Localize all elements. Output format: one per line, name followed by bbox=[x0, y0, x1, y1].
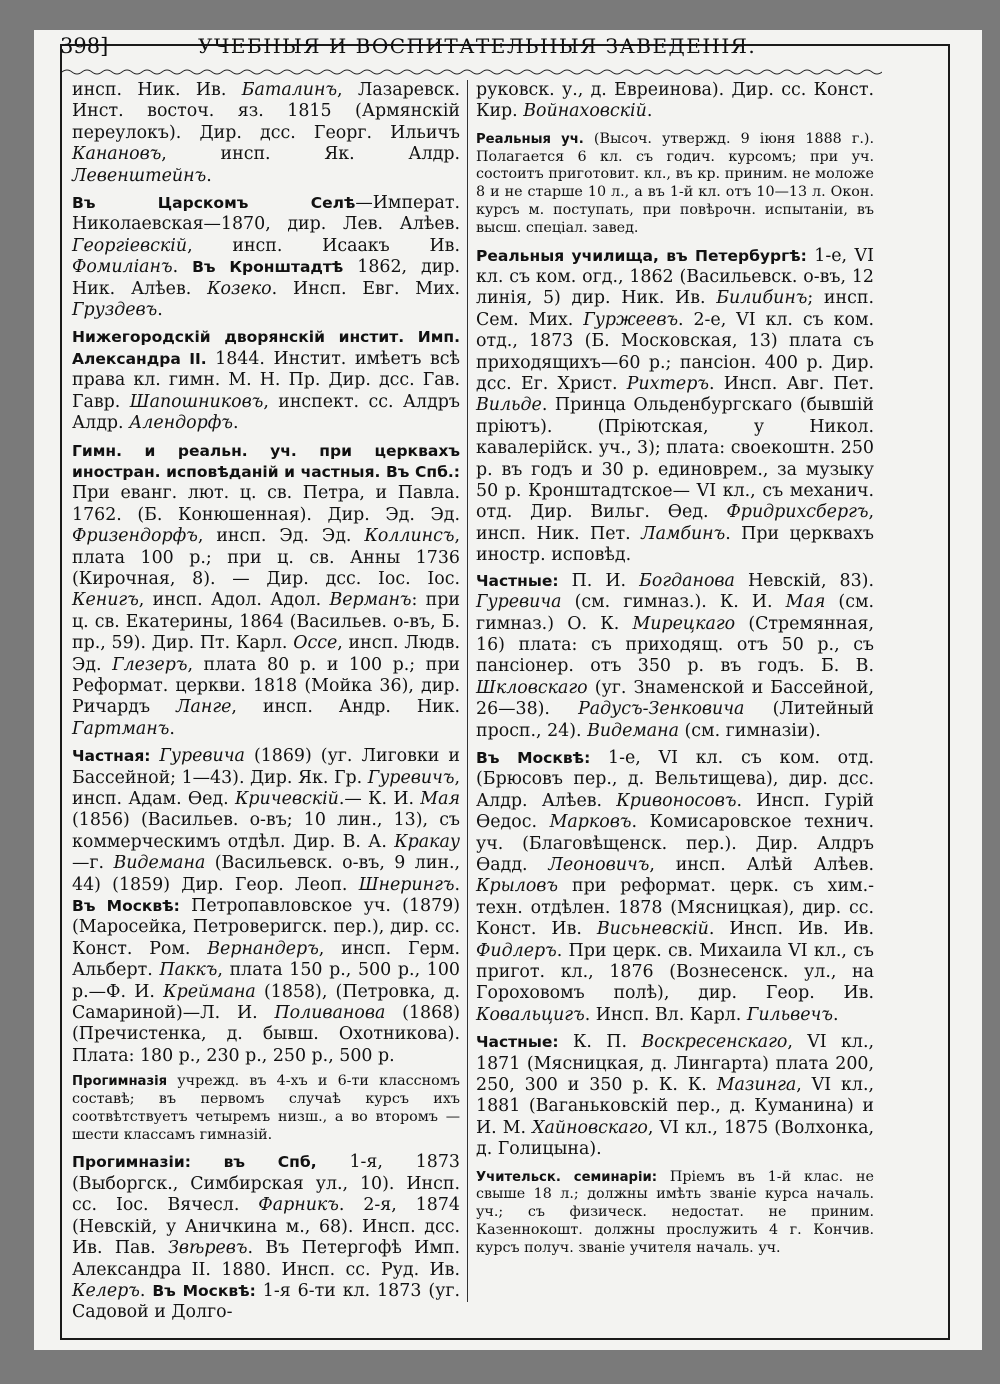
right-column bbox=[476, 80, 874, 1258]
paragraph: Нижегородскій дворянскій инстит. Имп. Александра II. 1844. Инстит. имѣетъ всѣ права кл. гимн. М. Н. Пр. Дир. дсс. Гав. Гавр. Шапошниковъ, инспект. сс. Алдръ Алдр. Алендорфъ. bbox=[72, 328, 460, 434]
page-number: 398] bbox=[60, 34, 109, 58]
running-title: УЧЕБНЫЯ И ВОСПИТАТЕЛЬНЫЯ ЗАВЕДЕНІЯ. bbox=[198, 34, 757, 58]
paragraph: руковск. у., д. Евреинова). Дир. сс. Конст. Кир. Войнаховскій. bbox=[476, 80, 874, 122]
paragraph: Частная: Гуревича (1869) (уг. Лиговки и Бассейной; 1—43). Дир. Як. Гр. Гуревичъ, инсп. Адам. Ѳед. Кричевскій.— К. И. Мая (1856) (Васильев. о-въ; 10 лин., 13), съ коммерческимъ отдѣл. Дир. В. А. Кракау—г. Видемана (Васильевск. о-въ, 9 лин., 44) (1859) Дир. Геор. Леоп. Шнерингъ. Въ Москвѣ: Петропавловское уч. (1879) (Маросейка, Петроверигск. пер.), дир. сс. Конст. Ром. Вернандеръ, инсп. Герм. Альберт. Паккъ, плата 150 р., 500 р., 100 р.—Ф. И. Креймана (1858), (Петровка, д. Самариной)—Л. И. Поливанова (1868) (Пречистенка, д. бывш. Охотникова). Плата: 180 р., 230 р., 250 р., 500 р. bbox=[72, 746, 461, 1066]
paragraph: Въ Москвѣ: 1-е, VI кл. съ ком. отд. (Брюсовъ пер., д. Вельтищева), дир. дсс. Алдр. Алѣев. Кривоносовъ. Инсп. Гурій Ѳедос. Марковъ. Комисаровское технич. уч. (Благовѣщенск. пер.). Дир. Алдръ Ѳадд. Леоновичъ, инсп. Алѣй Алѣев. Крыловъ при реформат. церк. съ хим.-техн. отдѣлен. 1878 (Мясницкая), дир. сс. Конст. Ив. Висьневскій. Инсп. Ив. Ив. Фидлеръ. При церк. св. Михаила VI кл., съ пригот. кл., 1876 (Вознесенск. ул., на Гороховомъ полѣ), дир. Геор. Ив. Ковальцигъ. Инсп. Вл. Карл. Гильвечъ. bbox=[476, 747, 875, 1025]
note-paragraph: Учительск. семинаріи: Пріемъ въ 1-й клас. не свыше 18 л.; должны имѣть званіе курса началь. уч.; съ физическ. недостат. не приним. Казеннокошт. должны прослужить 4 г. Кончив. курсъ получ. званіе учителя началь. уч. bbox=[476, 1168, 875, 1256]
note-paragraph: Прогимназія учрежд. въ 4-хъ и 6-ти классномъ составѣ; въ первомъ случаѣ курсъ ихъ соотвѣтствуетъ четыремъ низш., а во второмъ — шести классамъ гимназій. bbox=[72, 1073, 460, 1143]
running-header bbox=[60, 32, 920, 62]
paragraph: Частные: К. П. Воскресенскаго, VI кл., 1871 (Мясницкая, д. Лингарта) плата 200, 250, 300 и 350 р. К. К. Мазинга, VI кл., 1881 (Ваганьковскій пер., д. Куманина) и И. М. Хайновскаго, VI кл., 1875 (Волхонка, д. Голицына). bbox=[476, 1032, 874, 1160]
left-column bbox=[72, 80, 460, 1328]
paragraph: Въ Царскомъ Селѣ—Императ. Николаевская—1870, дир. Лев. Алѣев. Георгіевскій, инсп. Исаакъ Ив. Фомиліанъ. Въ Кронштадтѣ 1862, дир. Ник. Алѣев. Козеко. Инсп. Евг. Мих. Груздевъ. bbox=[72, 193, 460, 321]
paragraph: Гимн. и реальн. уч. при церквахъ иностран. исповѣданій и частныя. Въ Спб.: При еванг. лют. ц. св. Петра, и Павла. 1762. (Б. Конюшенная). Дир. Эд. Эд. Фризендорфъ, инсп. Эд. Эд. Коллинсъ, плата 100 р.; при ц. св. Анны 1736 (Кирочная, 8). — Дир. дсс. Іос. Іос. Кенигъ, инсп. Адол. Адол. Верманъ: при ц. св. Екатерины, 1864 (Васильев. о-въ, Б. пр., 59). Дир. Пт. Карл. Оссе, инсп. Людв. Эд. Глезеръ, плата 80 р. и 100 р.; при Реформат. церкви. 1818 (Мойка 36), дир. Ричардъ Ланге, инсп. Андр. Ник. Гартманъ. bbox=[72, 441, 461, 739]
column-divider bbox=[467, 80, 468, 1302]
paragraph: инсп. Ник. Ив. Баталинъ, Лазаревск. Инст. восточ. яз. 1815 (Армянскій переулокъ). Дир. дсс. Георг. Ильичъ Канановъ, инсп. Як. Алдр. Левенштейнъ. bbox=[72, 80, 460, 186]
paragraph: Прогимназіи: въ Спб, 1-я, 1873 (Выборгск., Симбирская ул., 10). Инсп. сс. Іос. Вячесл. Фарникъ. 2-я, 1874 (Невскій, у Аничкина м., 68). Инсп. дсс. Ив. Пав. Звѣревъ. Въ Петергофѣ Имп. Александра II. 1880. Инсп. сс. Руд. Ив. Келеръ. Въ Москвѣ: 1-я 6-ти кл. 1873 (уг. Садовой и Долго- bbox=[72, 1152, 460, 1323]
decorative-rule bbox=[62, 68, 882, 76]
paragraph: Реальныя училища, въ Петербургѣ: 1-е, VI кл. съ ком. огд., 1862 (Васильевск. о-въ, 12 линія, 5) дир. Ник. Ив. Билибинъ; инсп. Сем. Мих. Гуржеевъ. 2-е, VI кл. съ ком. отд., 1873 (Б. Московская, 13) плата съ приходящихъ—60 р.; пансіон. 400 р. Дир. дсс. Ег. Христ. Рихтеръ. Инсп. Авг. Пет. Вильде. Принца Ольденбургскаго (бывшій пріютъ). (Пріютская, у Никол. кавалерійск. уч., 3); плата: своекоштн. 250 р. въ годъ и 30 р. единоврем., за музыку 50 р. Кронштадтское— VI кл., съ механич. отд. Дир. Вильг. Ѳед. Фридрихсбергъ, инсп. Ник. Пет. Ламбинъ. При церквахъ иностр. исповѣд. bbox=[476, 245, 874, 566]
paragraph: Частные: П. И. Богданова Невскій, 83). Гуревича (см. гимназ.). К. И. Мая (см. гимназ.) О. К. Мирецкаго (Стремянная, 16) плата: съ приходящ. отъ 50 р., съ пансіонер. отъ 350 р. въ годъ. Б. В. Шкловскаго (уг. Знаменской и Бассейной, 26—38). Радусъ-Зенковича (Литейный просп., 24). Видемана (см. гимназіи). bbox=[476, 570, 875, 741]
note-paragraph: Реальныя уч. (Высоч. утвержд. 9 іюня 1888 г.). Полагается 6 кл. съ годич. курсомъ; при уч. состоитъ приготовит. кл., въ кр. приним. не моложе 8 и не старше 10 л., а въ 1-й кл. отъ 10—13 л. Окон. курсъ м. поступать, при повѣрочн. испытаніи, въ высш. спеціал. завед. bbox=[476, 130, 875, 236]
